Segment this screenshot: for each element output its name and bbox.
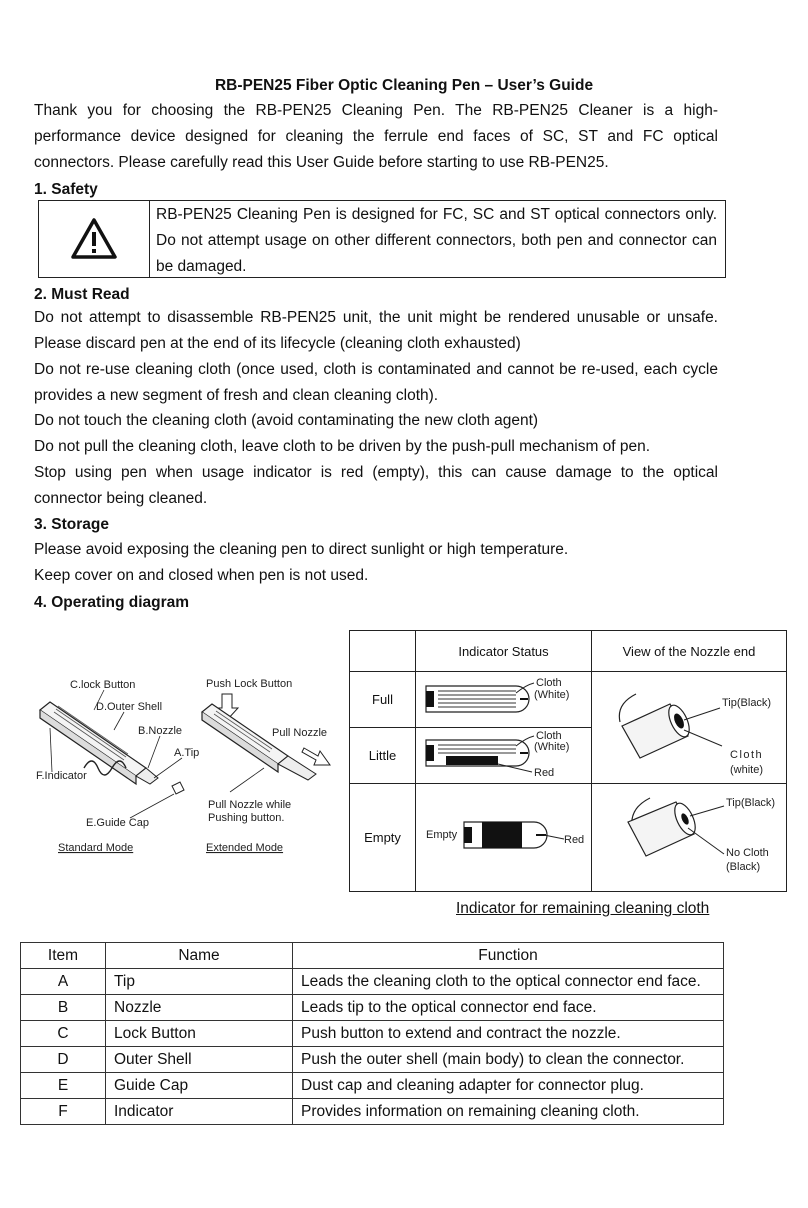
storage-p2: Keep cover on and closed when pen is not used. bbox=[34, 567, 369, 584]
label-push-lock-button: Push Lock Button bbox=[206, 678, 293, 690]
page-title: RB-PEN25 Fiber Optic Cleaning Pen – User’s Guide bbox=[214, 77, 594, 94]
indicator-empty-drawing bbox=[416, 784, 591, 888]
intro-paragraph: Thank you for choosing the RB-PEN25 Cleaning Pen. The RB-PEN25 Cleaner is a high-performance device designed for cleaning the ferrule end faces of SC, ST and FC optical connectors. Please carefully read this User Guide before starting to use RB-PEN25. bbox=[34, 102, 718, 171]
nozzle-view-cloth-cell bbox=[592, 672, 787, 784]
item-function: Leads tip to the optical connector end face. bbox=[293, 995, 724, 1021]
full-white-label: (White) bbox=[534, 689, 570, 701]
items-header-item: Item bbox=[21, 943, 106, 969]
item-letter: C bbox=[21, 1021, 106, 1047]
row-empty-label: Empty bbox=[350, 784, 416, 892]
must-read-p4: Do not pull the cleaning cloth, leave cloth to be driven by the push-pull mechanism of pen. bbox=[34, 438, 651, 455]
label-guide-cap: E.Guide Cap bbox=[86, 817, 149, 829]
item-name: Guide Cap bbox=[106, 1073, 293, 1099]
indicator-status-header: Indicator Status bbox=[416, 631, 592, 672]
operating-diagram bbox=[34, 668, 334, 868]
row-full-label: Full bbox=[350, 672, 416, 728]
nozzle-view-header: View of the Nozzle end bbox=[592, 631, 787, 672]
label-indicator: F.Indicator bbox=[36, 770, 87, 782]
must-read-p2: Do not re-use cleaning cloth (once used, cloth is contaminated and cannot be re-used, each cycle provides a new segment of fresh and clean cleaning cloth). bbox=[34, 361, 718, 404]
label-tip: A.Tip bbox=[174, 747, 200, 759]
must-read-p1: Do not attempt to disassemble RB-PEN25 unit, the unit might be rendered unusable or unsafe. Please discard pen at the end of its lifecycle (cleaning cloth exhausted) bbox=[34, 309, 718, 352]
cloth-spaced-label: Cloth bbox=[730, 749, 764, 761]
nozzle-view-empty-cell bbox=[592, 784, 787, 892]
table-row bbox=[21, 1047, 724, 1073]
safety-heading: 1. Safety bbox=[34, 181, 98, 198]
nozzle-empty-drawing bbox=[592, 784, 786, 888]
indicator-table bbox=[349, 630, 787, 892]
label-pull-while-1: Pull Nozzle while bbox=[208, 799, 292, 811]
item-letter: D bbox=[21, 1047, 106, 1073]
label-pull-nozzle: Pull Nozzle bbox=[272, 727, 328, 739]
item-function: Push button to extend and contract the nozzle. bbox=[293, 1021, 724, 1047]
item-letter: F bbox=[21, 1099, 106, 1125]
must-read-heading: 2. Must Read bbox=[34, 286, 130, 303]
item-letter: B bbox=[21, 995, 106, 1021]
indicator-table-corner bbox=[350, 631, 416, 672]
must-read-p3: Do not touch the cleaning cloth (avoid contaminating the new cloth agent) bbox=[34, 412, 539, 429]
item-function: Provides information on remaining cleaning cloth. bbox=[293, 1099, 724, 1125]
indicator-little-drawing bbox=[416, 728, 591, 780]
table-row bbox=[21, 1073, 724, 1099]
items-header-function: Function bbox=[293, 943, 724, 969]
item-function: Leads the cleaning cloth to the optical connector end face. bbox=[293, 969, 724, 995]
item-function: Dust cap and cleaning adapter for connector plug. bbox=[293, 1073, 724, 1099]
safety-box bbox=[38, 200, 726, 278]
item-name: Outer Shell bbox=[106, 1047, 293, 1073]
storage-heading: 3. Storage bbox=[34, 516, 109, 533]
table-row bbox=[21, 969, 724, 995]
table-row bbox=[21, 995, 724, 1021]
items-table bbox=[20, 942, 724, 1125]
label-pull-while-2: Pushing button. bbox=[208, 812, 285, 824]
indicator-caption: Indicator for remaining cleaning cloth bbox=[456, 900, 710, 917]
item-function: Push the outer shell (main body) to clean the connector. bbox=[293, 1047, 724, 1073]
item-name: Tip bbox=[106, 969, 293, 995]
item-name: Nozzle bbox=[106, 995, 293, 1021]
item-name: Lock Button bbox=[106, 1021, 293, 1047]
empty-red-label: Red bbox=[564, 834, 585, 846]
indicator-little-cell bbox=[416, 728, 592, 784]
little-cloth-label: Cloth bbox=[536, 730, 562, 742]
indicator-full-drawing bbox=[416, 672, 591, 724]
safety-icon-cell bbox=[39, 201, 150, 277]
item-letter: A bbox=[21, 969, 106, 995]
white-lower-label: (white) bbox=[730, 764, 764, 776]
operating-heading: 4. Operating diagram bbox=[34, 594, 190, 611]
indicator-empty-cell bbox=[416, 784, 592, 892]
warning-icon bbox=[70, 217, 118, 261]
item-letter: E bbox=[21, 1073, 106, 1099]
table-row bbox=[21, 1021, 724, 1047]
tip-black-label: Tip(Black) bbox=[722, 697, 772, 709]
must-read-p5: Stop using pen when usage indicator is red (empty), this can cause damage to the optical connector being cleaned. bbox=[34, 464, 718, 507]
indicator-full-cell bbox=[416, 672, 592, 728]
label-nozzle: B.Nozzle bbox=[138, 725, 183, 737]
safety-text: RB-PEN25 Cleaning Pen is designed for FC, SC and ST optical connectors only. Do not attempt usage on other different connectors, both pen and connector can be damaged. bbox=[156, 206, 717, 275]
no-cloth-label: No Cloth bbox=[726, 847, 769, 859]
label-standard-mode: Standard Mode bbox=[58, 842, 134, 854]
tip-black-small-label: Tip(Black) bbox=[726, 797, 776, 809]
table-row bbox=[21, 1099, 724, 1125]
row-little-label: Little bbox=[350, 728, 416, 784]
nozzle-cloth-drawing bbox=[592, 674, 786, 778]
full-cloth-label: Cloth bbox=[536, 677, 562, 689]
item-name: Indicator bbox=[106, 1099, 293, 1125]
label-outer-shell: D.Outer Shell bbox=[96, 701, 163, 713]
little-red-label: Red bbox=[534, 767, 555, 779]
empty-indicator-label: Empty bbox=[426, 829, 458, 841]
little-white-label: (White) bbox=[534, 741, 570, 753]
label-lock-button: C.lock Button bbox=[70, 679, 136, 691]
label-extended-mode: Extended Mode bbox=[206, 842, 284, 854]
storage-p1: Please avoid exposing the cleaning pen to direct sunlight or high temperature. bbox=[34, 541, 569, 558]
black-paren-label: (Black) bbox=[726, 861, 761, 873]
items-header-name: Name bbox=[106, 943, 293, 969]
